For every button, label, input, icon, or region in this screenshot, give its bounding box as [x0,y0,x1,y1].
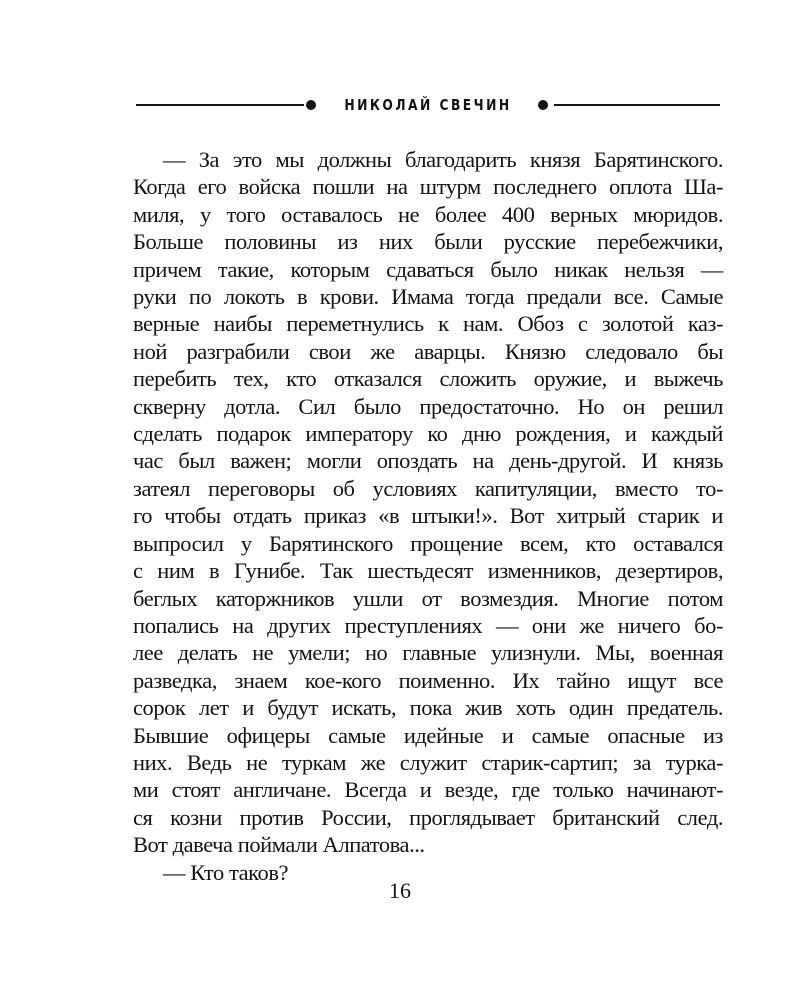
text-line: — Кто таков? [163,859,289,885]
body-text [133,146,723,886]
header-rule-right [554,104,720,106]
text-line: сделать подарок императору ко дню рождения, и каждый [133,421,723,447]
text-line: ми стоят англичане. Всегда и везде, где только начинают- [133,777,723,803]
text-line: скверну дотла. Сил было предостаточно. Но он решил [133,393,723,419]
text-line: разведка, знаем кое-кого поименно. Их тайно ищут все [133,667,723,693]
author-name: НИКОЛАЙ СВЕЧИН [344,96,512,114]
text-line: затеял переговоры об условиях капитуляции, вместо то- [133,475,723,501]
text-line: Вот давеча поймали Алпатова... [133,832,425,858]
text-line: сорок лет и будут искать, пока жив хоть один предатель. [133,695,723,721]
text-line: Бывшие офицеры самые идейные и самые опасные из [133,722,723,748]
text-line: с ним в Гунибе. Так шестьдесят изменников, дезертиров, [133,558,723,584]
text-line: причем такие, которым сдаваться было никак нельзя — [133,256,723,282]
header-bullet-left [306,100,316,110]
text-line: руки по локоть в крови. Имама тогда предали все. Самые [133,284,723,310]
text-line: ся козни против России, проглядывает британский след. [133,804,723,830]
text-line: ной разграбили свои же аварцы. Князю следовало бы [133,338,723,364]
text-line: лее делать не умели; но главные улизнули. Мы, военная [133,640,723,666]
running-header [136,94,720,116]
header-bullet-right [538,100,548,110]
text-line: попались на других преступлениях — они же ничего бо- [133,612,723,638]
text-line: миля, у того оставалось не более 400 верных мюридов. [133,201,723,227]
text-line: Когда его войска пошли на штурм последнего оплота Ша- [133,174,723,200]
text-line: выпросил у Барятинского прощение всем, кто оставался [133,530,723,556]
text-line: перебить тех, кто отказался сложить оружие, и выжечь [133,366,723,392]
text-line: беглых каторжников ушли от возмездия. Многие потом [133,585,723,611]
text-line: — За это мы должны благодарить князя Барятинского. [163,147,723,172]
text-line: них. Ведь не туркам же служит старик-сартип; за турка- [133,749,723,775]
page-number: 16 [389,878,411,903]
text-line: верные наибы переметнулись к нам. Обоз с золотой каз- [133,311,723,337]
text-line: Больше половины из них были русские перебежчики, [133,229,723,255]
text-line: час был важен; могли опоздать на день-другой. И князь [133,448,723,474]
text-line: го чтобы отдать приказ «в штыки!». Вот хитрый старик и [133,503,723,529]
header-rule-left [136,104,304,106]
